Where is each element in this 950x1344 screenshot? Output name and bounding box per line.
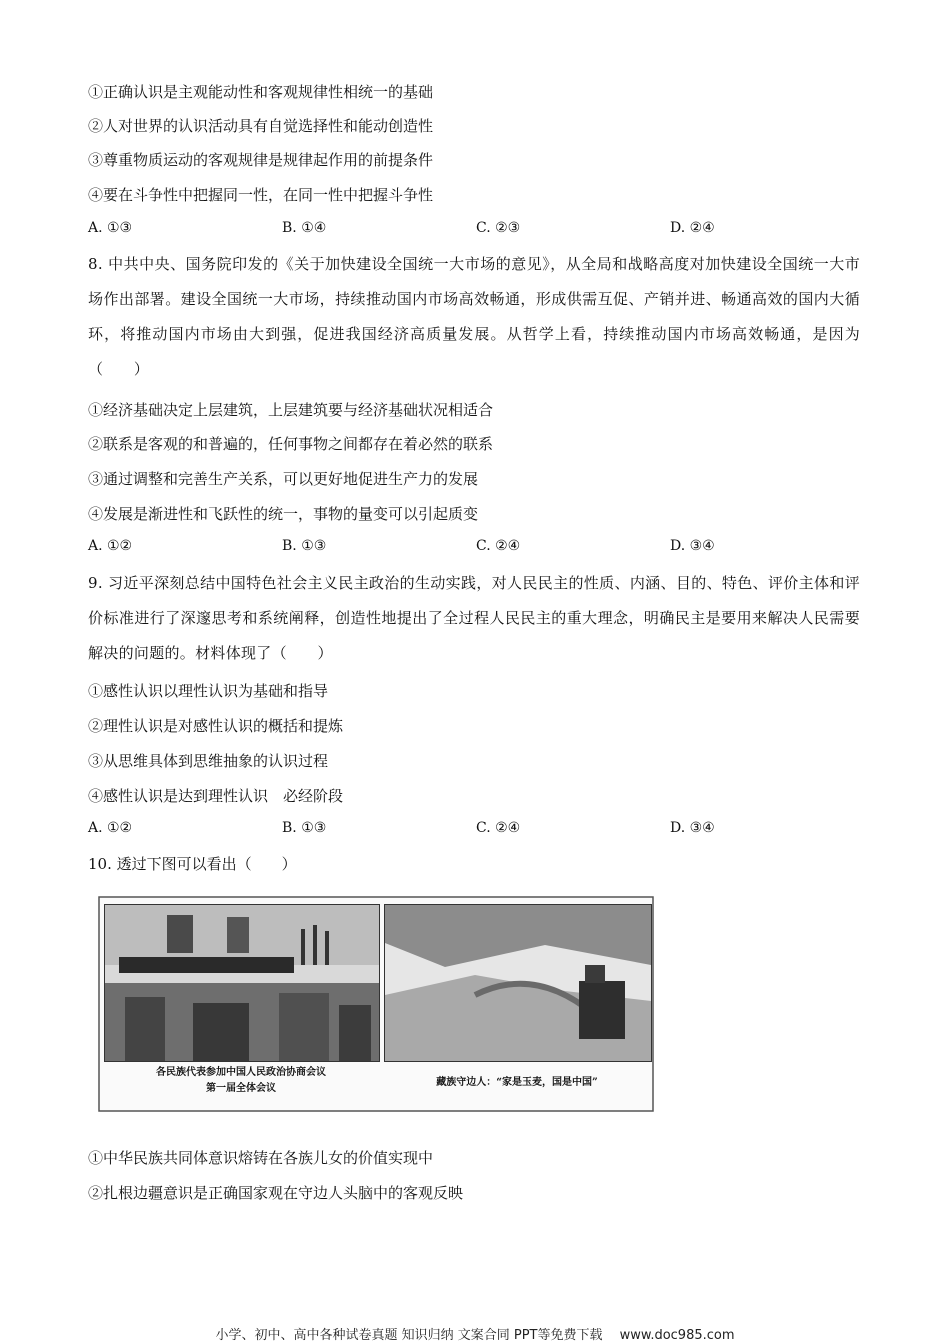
q7-option-1: ①正确认识是主观能动性和客观规律性相统一的基础 xyxy=(88,83,434,101)
q9-choices xyxy=(88,820,868,840)
q7-option-2: ②人对世界的认识活动具有自觉选择性和能动创造性 xyxy=(88,117,434,135)
q9-choice-a: A. ①② xyxy=(88,820,133,836)
q9-choice-c: C. ②④ xyxy=(476,820,521,836)
q9-choice-d: D. ③④ xyxy=(670,820,715,836)
q9-option-1: ①感性认识以理性认识为基础和指导 xyxy=(88,682,329,700)
q8-choice-b: B. ①③ xyxy=(282,538,327,554)
page-footer: 小学、初中、高中各种试卷真题 知识归纳 文案合同 PPT等免费下载 www.doc985.com xyxy=(215,1328,735,1343)
q9-stem: 9. 习近平深刻总结中国特色社会主义民主政治的生动实践，对人民民主的性质、内涵、目的、特色、评价主体和评价标准进行了深邃思考和系统阐释，创造性地提出了全过程人民民主的重大理念，明确民主是要用来解决人民需要解决的问题的。材料体现了（ ） xyxy=(88,574,860,662)
border-guard-photo xyxy=(384,904,652,1062)
q10-option-1: ①中华民族共同体意识熔铸在各族儿女的价值实现中 xyxy=(88,1149,434,1167)
q8-option-4: ④发展是渐进性和飞跃性的统一，事物的量变可以引起质变 xyxy=(88,505,479,523)
q7-choices xyxy=(88,220,868,240)
q7-choice-a: A. ①③ xyxy=(88,220,133,236)
q10-figure xyxy=(98,896,654,1112)
caption-left-1: 各民族代表参加中国人民政治协商会议 xyxy=(156,1067,326,1078)
q8-choice-a: A. ①② xyxy=(88,538,133,554)
q9-option-3: ③从思维具体到思维抽象的认识过程 xyxy=(88,752,329,770)
q7-choice-d: D. ②④ xyxy=(670,220,715,236)
caption-left-2: 第一届全体会议 xyxy=(206,1083,276,1094)
q10-stem: 10. 透过下图可以看出（ ） xyxy=(88,855,297,873)
q7-choice-b: B. ①④ xyxy=(282,220,327,236)
q8-option-2: ②联系是客观的和普遍的，任何事物之间都存在着必然的联系 xyxy=(88,435,494,453)
cppcc-photo xyxy=(104,904,380,1062)
q8-option-1: ①经济基础决定上层建筑，上层建筑要与经济基础状况相适合 xyxy=(88,401,494,419)
q7-option-4: ④要在斗争性中把握同一性，在同一性中把握斗争性 xyxy=(88,186,434,204)
q8-option-3: ③通过调整和完善生产关系，可以更好地促进生产力的发展 xyxy=(88,470,479,488)
q8-stem: 8. 中共中央、国务院印发的《关于加快建设全国统一大市场的意见》，从全局和战略高度对加快建设全国统一大市场作出部署。建设全国统一大市场，持续推动国内市场高效畅通，形成供需互促、产销并进、畅通高效的国内大循环，将推动国内市场由大到强，促进我国经济高质量发展。从哲学上看，持续推动国内市场高效畅通，是因为（ ） xyxy=(88,255,860,378)
q8-choice-c: C. ②④ xyxy=(476,538,521,554)
q9-choice-b: B. ①③ xyxy=(282,820,327,836)
q7-option-3: ③尊重物质运动的客观规律是规律起作用的前提条件 xyxy=(88,151,434,169)
q9-option-2: ②理性认识是对感性认识的概括和提炼 xyxy=(88,717,344,735)
q7-choice-c: C. ②③ xyxy=(476,220,521,236)
caption-right: 藏族守边人：“家是玉麦，国是中国” xyxy=(436,1077,598,1088)
q9-option-4: ④感性认识是达到理性认识 必经阶段 xyxy=(88,787,344,805)
q8-choices xyxy=(88,538,868,558)
q10-option-2: ②扎根边疆意识是正确国家观在守边人头脑中的客观反映 xyxy=(88,1184,464,1202)
q8-choice-d: D. ③④ xyxy=(670,538,715,554)
